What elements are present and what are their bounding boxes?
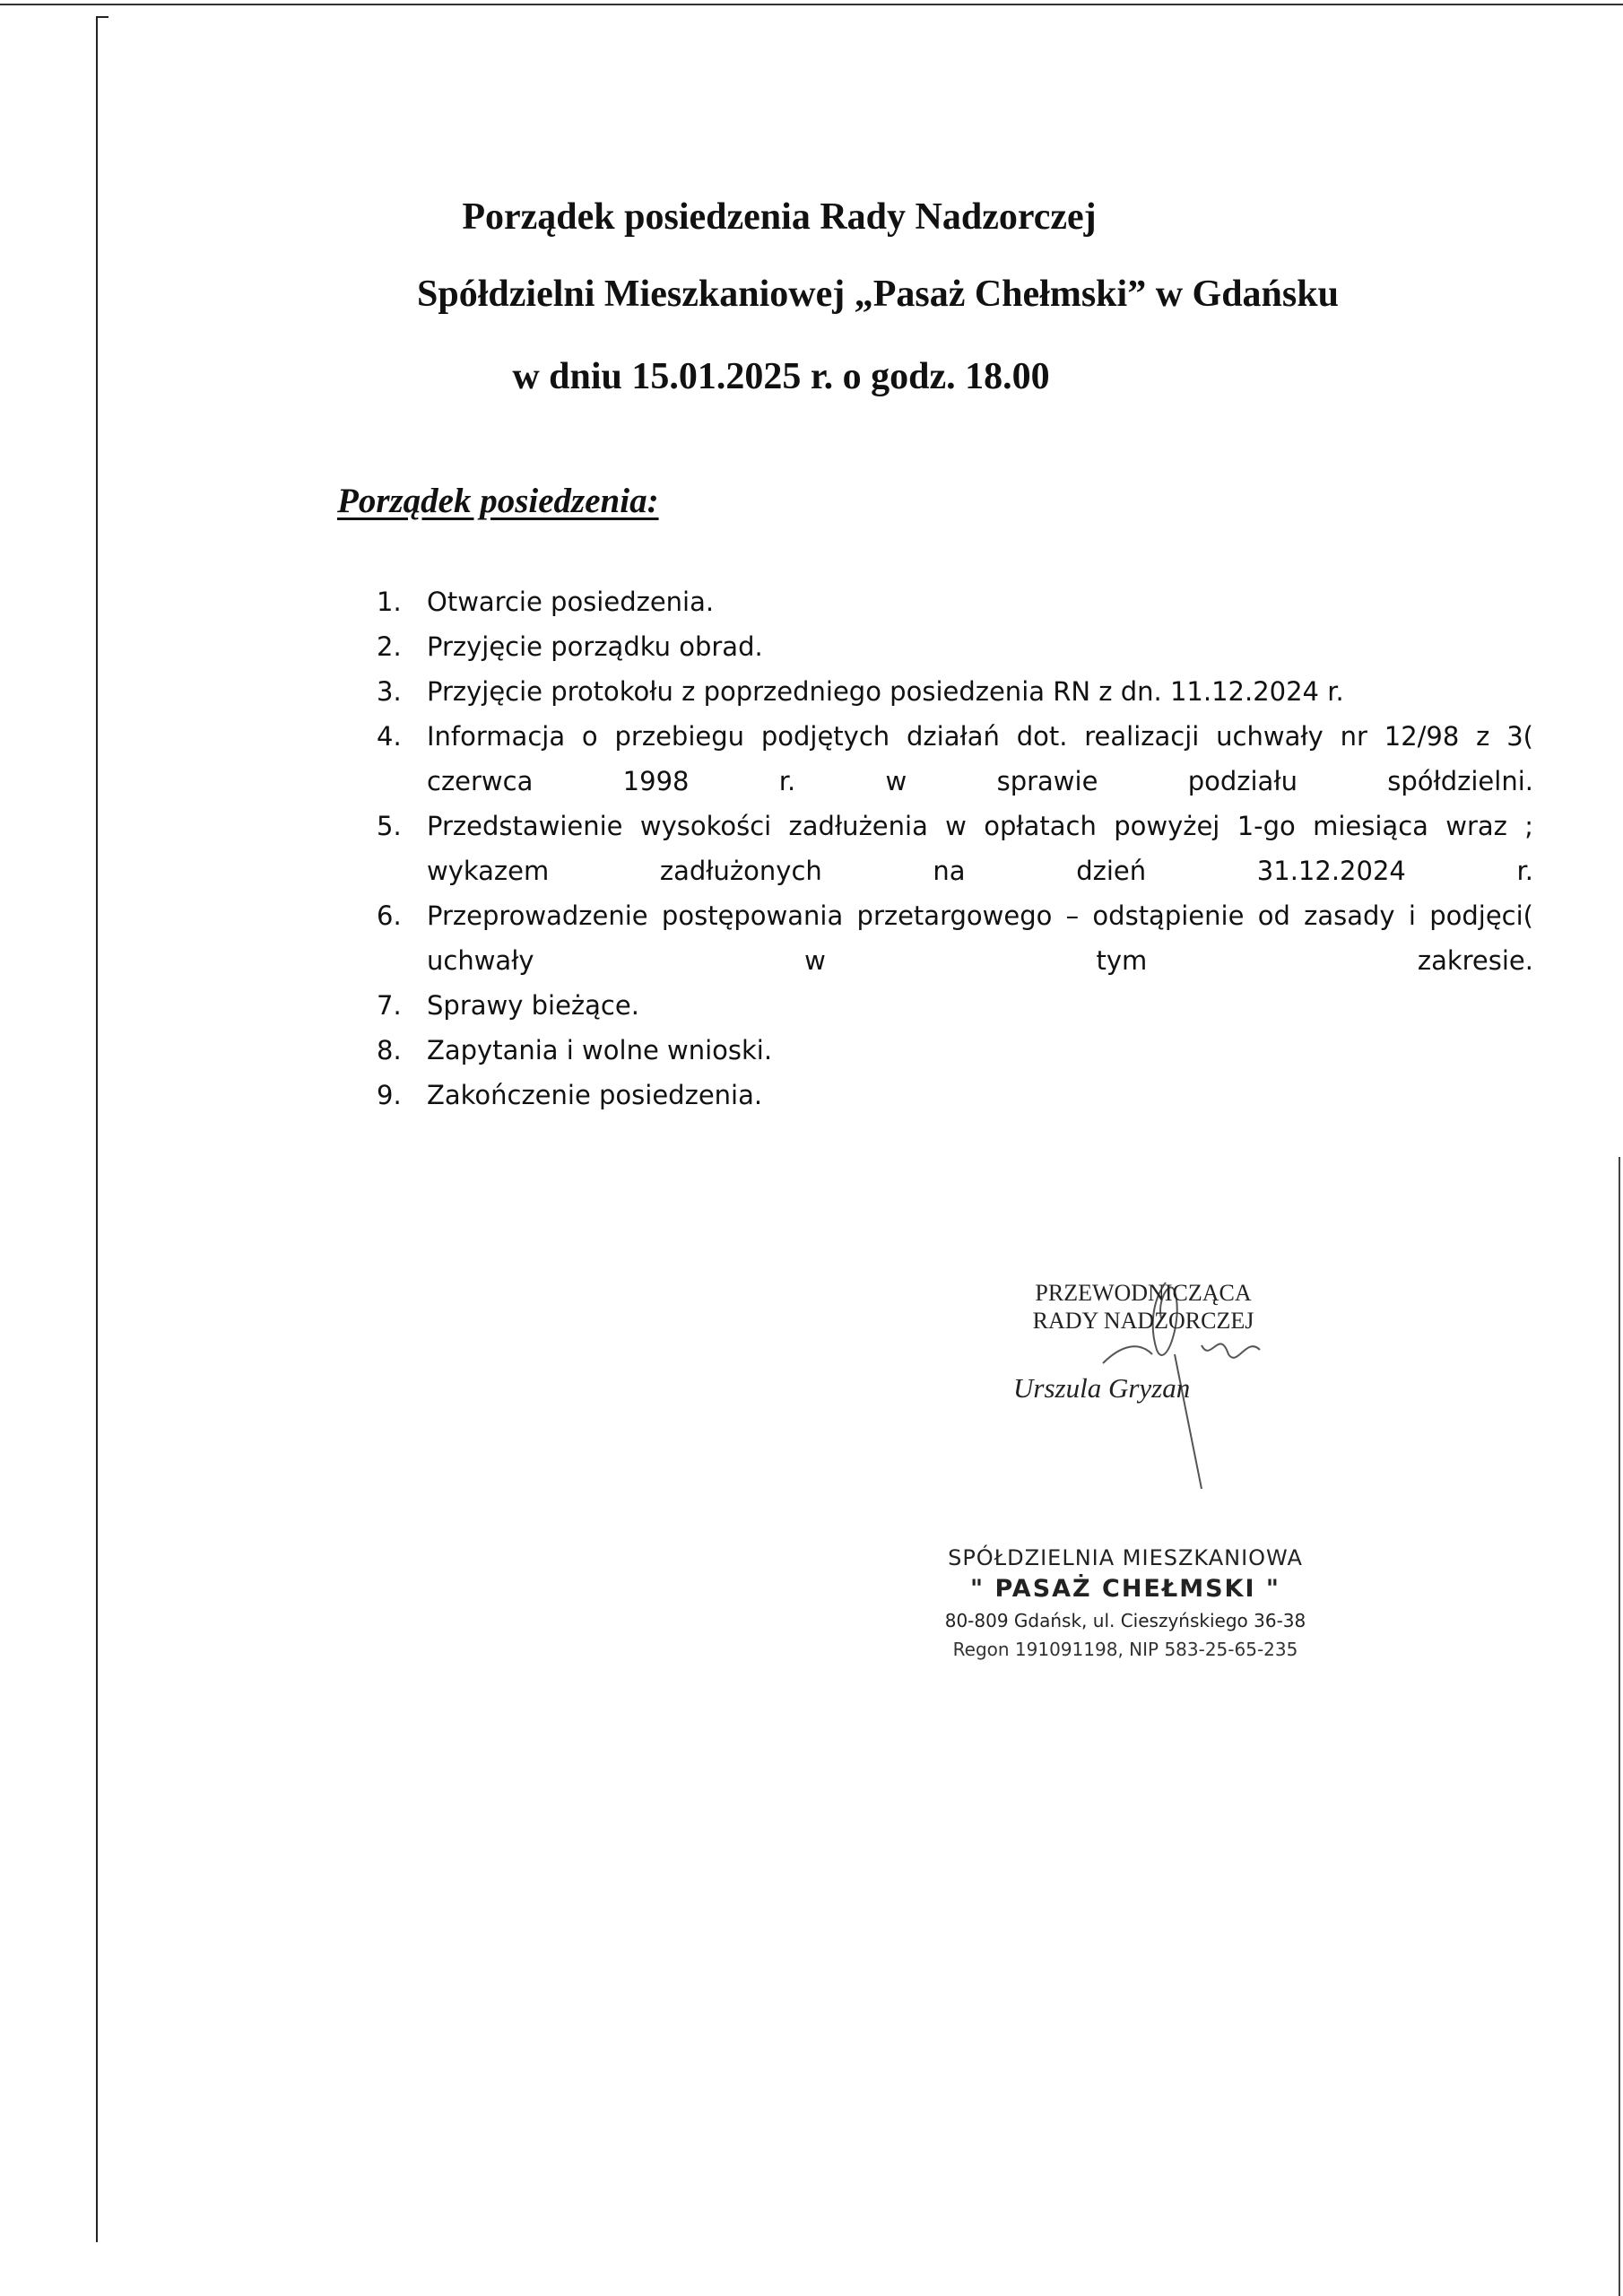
agenda-item (377, 1028, 1533, 1073)
stamp-line-name: SPÓŁDZIELNIA MIESZKANIOWA (948, 1545, 1303, 1570)
organization-stamp (942, 1543, 1309, 1663)
signature-title-line2: RADY NADZORCZEJ (1032, 1308, 1254, 1334)
header-date: w dniu 15.01.2025 r. o godz. 18.00 (512, 356, 1050, 397)
agenda-item-number: 8. (377, 1035, 402, 1065)
agenda-item-text: Otwarcie posiedzenia. (427, 587, 715, 617)
agenda-item-text: Przeprowadzenie postępowania przetargowego – odstąpienie od zasady i podjęci( uchwały w tym zakresie. (427, 900, 1533, 976)
agenda-item (377, 804, 1533, 893)
agenda-item-text: Przyjęcie porządku obrad. (427, 631, 763, 662)
agenda-item-number: 6. (377, 900, 402, 931)
stamp-line-ids: Regon 191091198, NIP 583-25-65-235 (952, 1639, 1298, 1660)
agenda-item (377, 624, 1533, 669)
scan-border-top (0, 4, 1623, 5)
agenda-item-number: 9. (377, 1080, 402, 1110)
scan-border-left-hook (96, 16, 108, 18)
agenda-item (377, 983, 1533, 1028)
signature-title (995, 1279, 1291, 1335)
agenda-item (377, 714, 1533, 804)
header-title: Porządek posiedzenia Rady Nadzorczej (462, 196, 1097, 238)
agenda-item-text: Sprawy bieżące. (427, 990, 639, 1021)
agenda-item (377, 893, 1533, 983)
agenda-item-number: 1. (377, 587, 402, 617)
agenda-item-number: 5. (377, 811, 402, 841)
agenda-item-number: 4. (377, 721, 402, 752)
agenda-item (377, 1073, 1533, 1118)
agenda-item-text: Informacja o przebiegu podjętych działań dot. realizacji uchwały nr 12/98 z 3( czerwca 1998 r. w sprawie podziału spółdzielni. (427, 721, 1533, 796)
signature-title-line1: PRZEWODNICZĄCA (1035, 1280, 1252, 1306)
agenda-item-number: 2. (377, 631, 402, 662)
scan-border-right (1619, 1157, 1620, 2296)
header-organization: Spółdzielni Mieszkaniowej „Pasaż Chełmski” w Gdańsku (417, 274, 1339, 315)
agenda-item-text: Zakończenie posiedzenia. (427, 1080, 763, 1110)
agenda-item-number: 7. (377, 990, 402, 1021)
agenda-item-text: Przyjęcie protokołu z poprzedniego posiedzenia RN z dn. 11.12.2024 r. (427, 676, 1344, 707)
stamp-line-brand: " PASAŻ CHEŁMSKI " (970, 1575, 1280, 1603)
agenda-item (377, 579, 1533, 624)
stamp-line-address: 80-809 Gdańsk, ul. Cieszyńskiego 36-38 (944, 1610, 1306, 1631)
agenda-list (377, 579, 1533, 1118)
agenda-heading: Porządek posiedzenia: (337, 482, 659, 520)
agenda-item-text: Przedstawienie wysokości zadłużenia w opłatach powyżej 1-go miesiąca wraz ; wykazem zadłużonych na dzień 31.12.2024 r. (427, 811, 1533, 886)
agenda-item (377, 669, 1533, 714)
agenda-item-number: 3. (377, 676, 402, 707)
signature-name: Urszula Gryzan (1013, 1372, 1191, 1404)
agenda-item-text: Zapytania i wolne wnioski. (427, 1035, 773, 1065)
scan-border-left (96, 16, 98, 2242)
